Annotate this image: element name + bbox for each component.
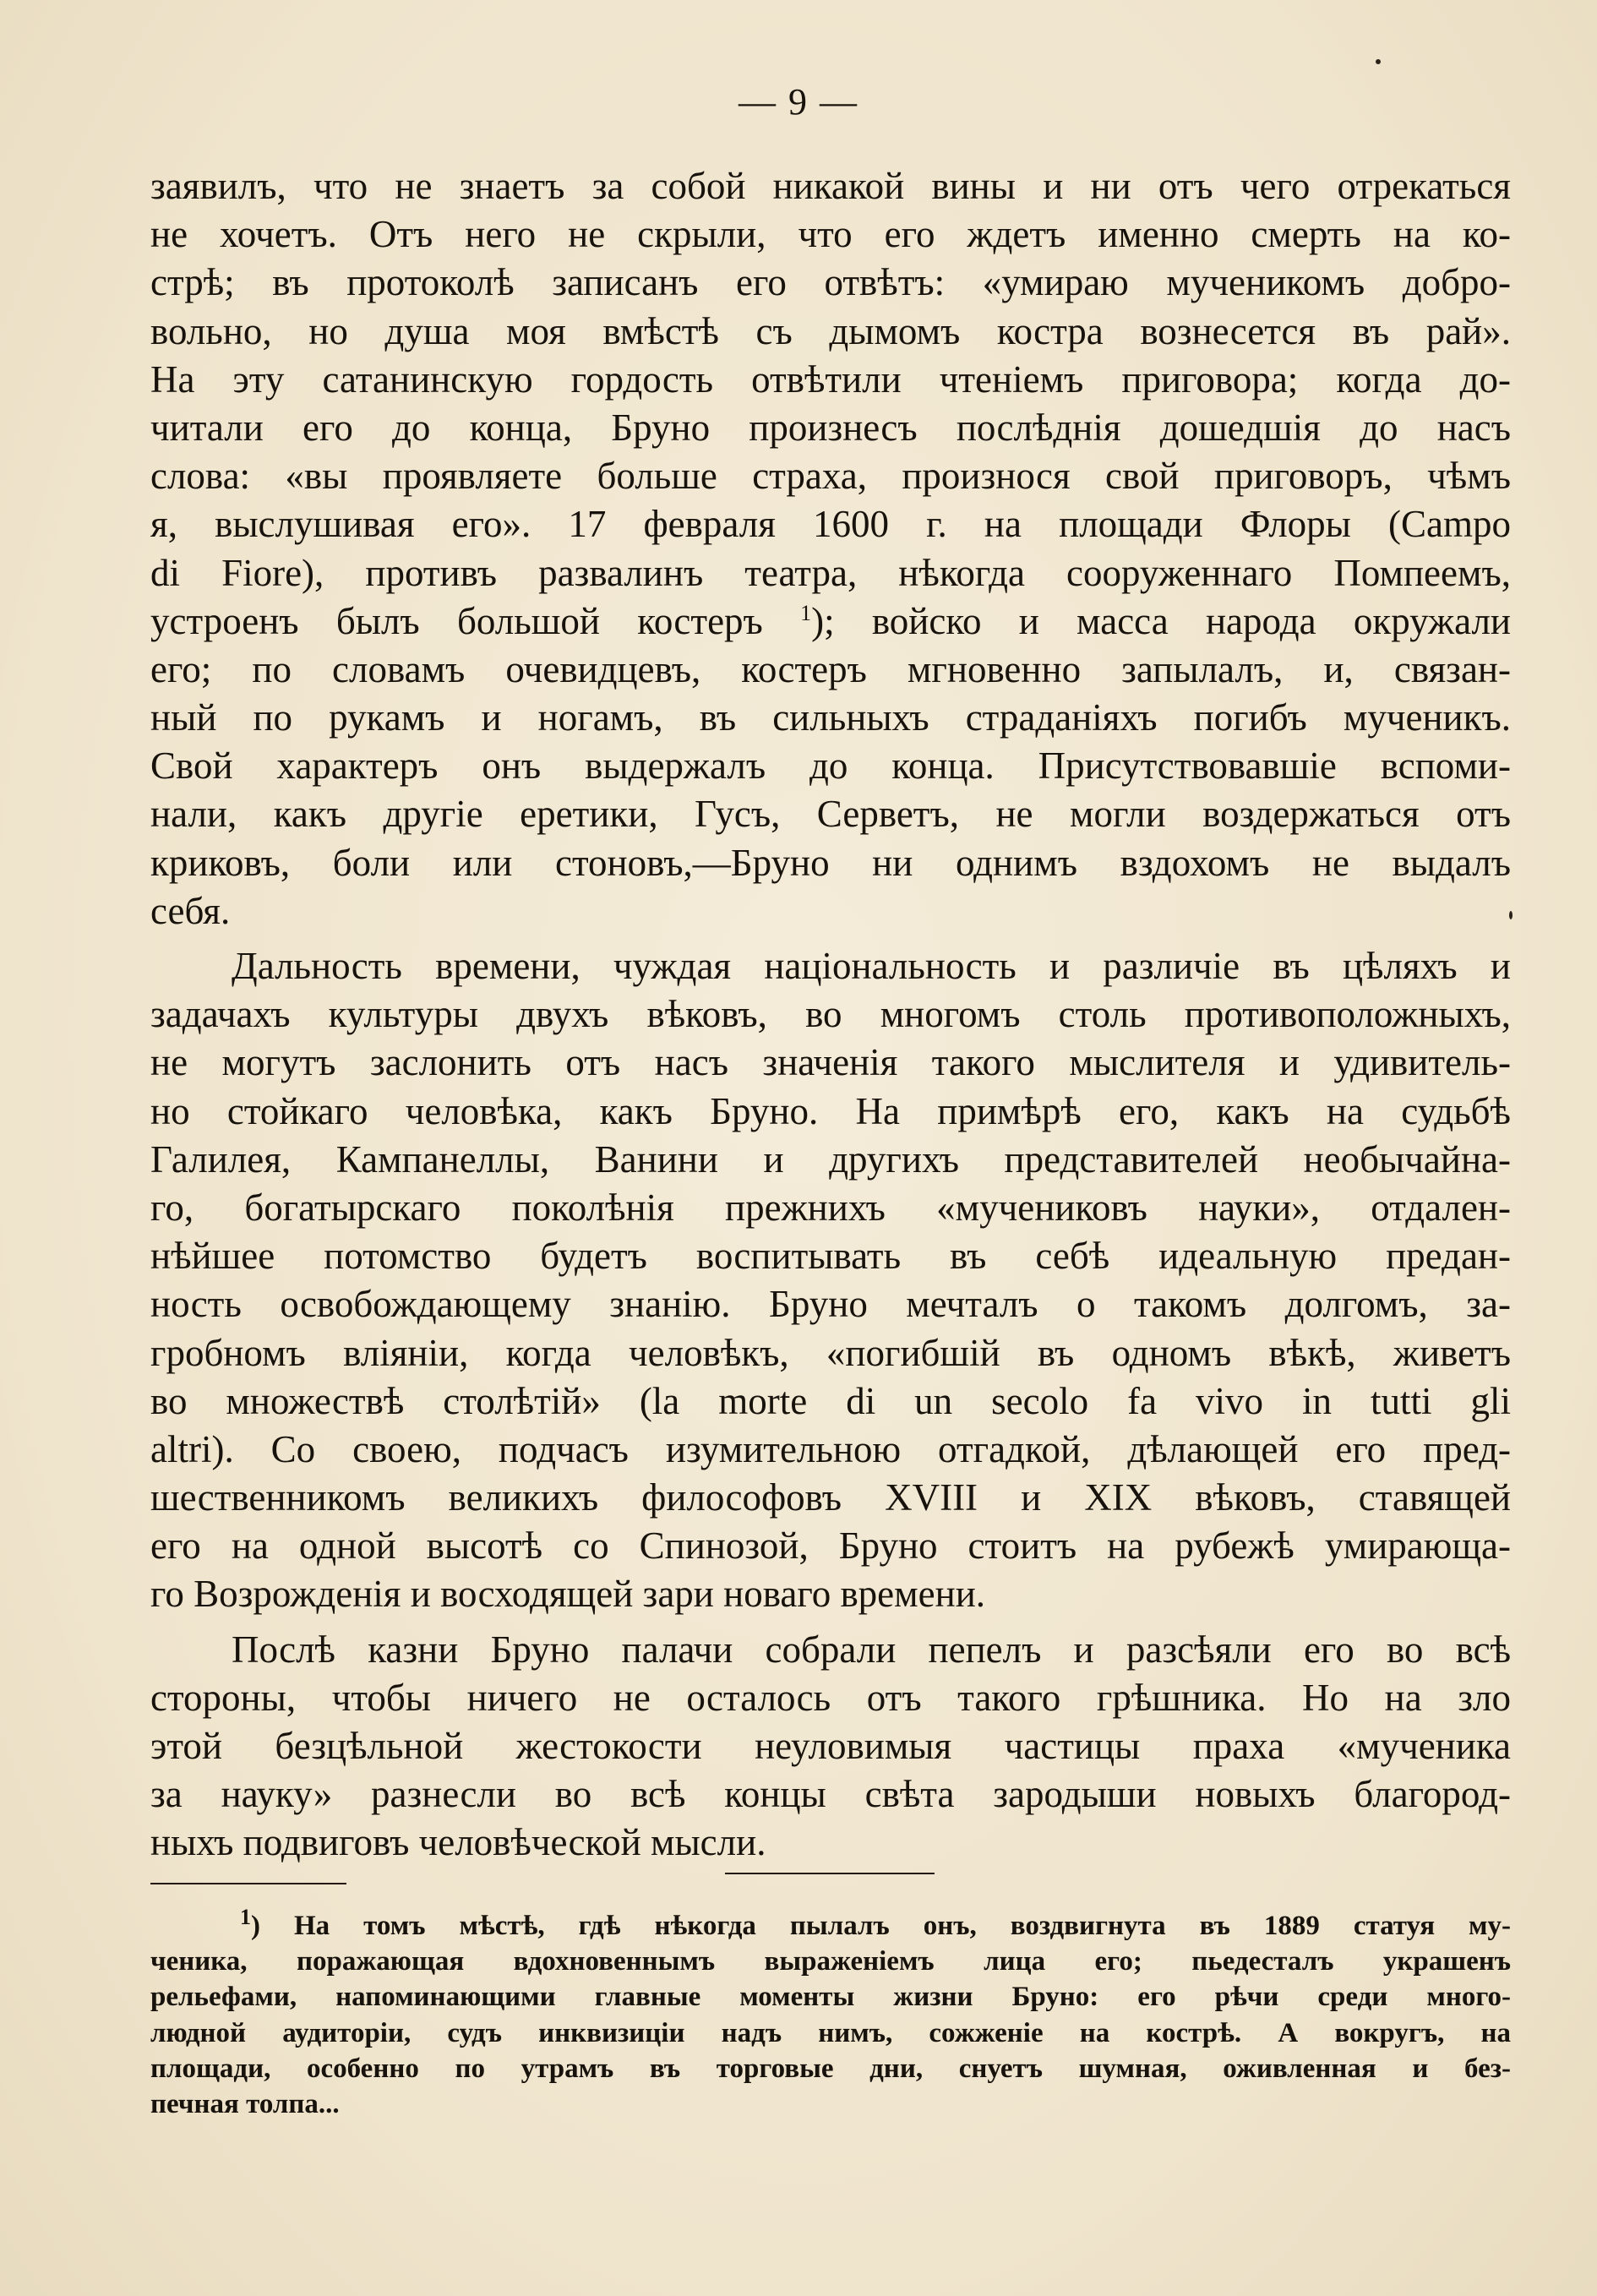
body-line: altri). Со своею, подчасъ изумительною отгадкой, дѣлающей его пред-: [150, 1427, 1511, 1470]
paragraph-start-line: Послѣ казни Бруно палачи собрали пепелъ и разсѣяли его во всѣ: [232, 1628, 1511, 1671]
footnote-marker: 1: [240, 1905, 251, 1929]
footnote-line: печная толпа...: [150, 2088, 340, 2119]
body-line-with-footnote-ref: [150, 597, 1511, 646]
paragraph-start-line: Дальность времени, чуждая національность и различіе въ цѣляхъ и: [232, 945, 1511, 987]
main-text: [150, 162, 1511, 1868]
footnote-line-text: ) На томъ мѣстѣ, гдѣ нѣкогда пылалъ онъ, воздвигнута въ 1889 статуя му-: [251, 1911, 1511, 1941]
body-line: не могутъ заслонить отъ насъ значенія такого мыслителя и удивитель-: [150, 1041, 1511, 1084]
page-number: — 9 —: [739, 81, 858, 123]
body-line: себя.: [150, 889, 231, 932]
body-line: его на одной высотѣ со Спинозой, Бруно стоитъ на рубежѣ умирающа-: [150, 1524, 1511, 1568]
body-line: стрѣ; въ протоколѣ записанъ его отвѣтъ: «умираю мученикомъ добро-: [150, 261, 1511, 304]
body-line: но стойкаго человѣка, какъ Бруно. На примѣрѣ его, какъ на судьбѣ: [150, 1089, 1511, 1132]
footnote-line: людной аудиторіи, судъ инквизиціи надъ нимъ, сожженіе на кострѣ. А вокругъ, на: [150, 2017, 1511, 2048]
footnote-line: ченика, поражающая вдохновеннымъ выраженіемъ лица его; пьедесталъ украшенъ: [150, 1946, 1511, 1977]
body-line: криковъ, боли или стоновъ,—Бруно ни однимъ вздохомъ не выдалъ: [150, 841, 1511, 884]
footnote-line: рельефами, напоминающими главные моменты жизни Бруно: его рѣчи среди много-: [150, 1982, 1511, 2013]
body-line: слова: «вы проявляете больше страха, произнося свой приговоръ, чѣмъ: [150, 455, 1511, 498]
body-line: гробномъ вліяніи, когда человѣкъ, «погибшій въ одномъ вѣкѣ, живетъ: [150, 1331, 1511, 1374]
body-line: го, богатырскаго поколѣнія прежнихъ «мучениковъ науки», отдален-: [150, 1186, 1511, 1229]
body-line: задачахъ культуры двухъ вѣковъ, во многомъ столь противоположныхъ,: [150, 993, 1511, 1036]
paper-speck: [1509, 911, 1513, 919]
footnote-line: площади, особенно по утрамъ въ торговые дни, снуетъ шумная, оживленная и без-: [150, 2053, 1511, 2084]
body-line: за науку» разнесли во всѣ концы свѣта зародыши новыхъ благород-: [150, 1773, 1511, 1816]
body-line-start: устроенъ былъ большой костеръ: [150, 599, 763, 642]
body-line: шественникомъ великихъ философовъ XVIII и XIX вѣковъ, ставящей: [150, 1476, 1511, 1519]
body-line: ный по рукамъ и ногамъ, въ сильныхъ страданіяхъ погибъ мученикъ.: [150, 696, 1511, 739]
body-line: не хочетъ. Отъ него не скрыли, что его ждетъ именно смерть на ко-: [150, 213, 1511, 256]
body-line: вольно, но душа моя вмѣстѣ съ дымомъ костра вознесется въ рай».: [150, 309, 1511, 352]
body-line: ность освобождающему знанію. Бруно мечталъ о такомъ долгомъ, за-: [150, 1283, 1511, 1326]
footnote-first-line: [150, 1905, 1511, 1944]
body-line: во множествѣ столѣтій» (la morte di un secolo fa vivo in tutti gli: [150, 1379, 1511, 1422]
paper-speck: [1376, 59, 1381, 64]
body-line: di Fiore), противъ развалинъ театра, нѣкогда сооруженнаго Помпеемъ,: [150, 551, 1511, 594]
body-line: го Возрожденія и восходящей зари новаго времени.: [150, 1573, 986, 1616]
body-line: заявилъ, что не знаетъ за собой никакой вины и ни отъ чего отрекаться: [150, 165, 1511, 207]
body-line-end: ); войско и масса народа окружали: [811, 599, 1512, 642]
body-line: нали, какъ другіе еретики, Гусъ, Серветъ, не могли воздержаться отъ: [150, 793, 1511, 836]
body-line: я, выслушивая его». 17 февраля 1600 г. на площади Флоры (Campo: [150, 503, 1511, 546]
body-line: ныхъ подвиговъ человѣческой мысли.: [150, 1821, 766, 1864]
body-line: читали его до конца, Бруно произнесъ послѣднія дошедшія до насъ: [150, 406, 1511, 449]
body-line: его; по словамъ очевидцевъ, костеръ мгновенно запылалъ, и, связан-: [150, 647, 1511, 690]
body-line: стороны, чтобы ничего не осталось отъ такого грѣшника. Но на зло: [150, 1676, 1511, 1719]
body-line: Галилея, Кампанеллы, Ванини и другихъ представителей необычайна-: [150, 1137, 1511, 1181]
footnote-reference-mark: 1: [800, 600, 812, 625]
footnote: [150, 1905, 1511, 2122]
body-line: На эту сатанинскую гордость отвѣтили чтеніемъ приговора; когда до-: [150, 357, 1511, 401]
body-line: этой безцѣльной жестокости неуловимыя частицы праха «мученика: [150, 1725, 1511, 1767]
section-end-rule: [725, 1873, 935, 1874]
body-line: Свой характеръ онъ выдержалъ до конца. Присутствовавшіе вспоми-: [150, 744, 1511, 788]
body-line: нѣйшее потомство будетъ воспитывать въ себѣ идеальную предан-: [150, 1235, 1511, 1278]
footnote-separator-rule: [150, 1883, 346, 1884]
